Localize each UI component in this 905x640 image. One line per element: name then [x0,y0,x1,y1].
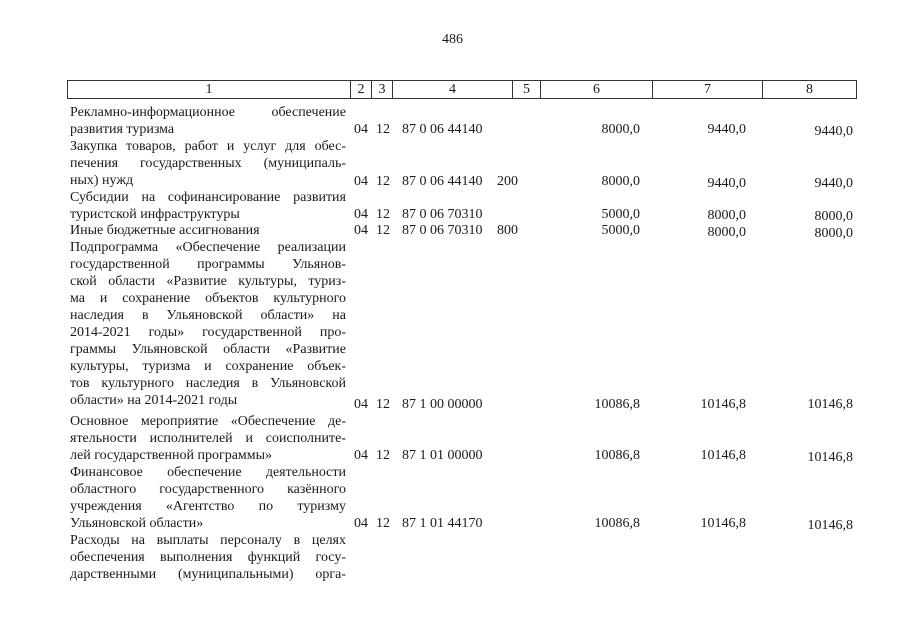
cell-section: 04 [354,448,368,463]
cell-subsection: 12 [376,516,390,531]
cell-section: 04 [354,516,368,531]
cell-value-7: 10146,8 [700,448,746,463]
table-row-description: Закупка товаров, работ и услуг для обес- печения государственных (муниципаль- ных) нужд [70,139,346,188]
cell-value-8: 10146,8 [807,450,853,465]
cell-code: 87 0 06 70310 [402,223,483,238]
cell-subsection: 12 [376,122,390,137]
cell-section: 04 [354,207,368,222]
cell-value-7: 8000,0 [707,208,746,223]
cell-value-8: 10146,8 [807,397,853,412]
cell-value-6: 5000,0 [601,223,640,238]
cell-value-6: 5000,0 [601,207,640,222]
cell-value-8: 8000,0 [814,209,853,224]
cell-value-7: 9440,0 [707,176,746,191]
table-row-description: Основное мероприятие «Обеспечение де- ятельности исполнителей и соисполните- лей государственной программы» [70,414,346,463]
cell-section: 04 [354,122,368,137]
cell-value-7: 10146,8 [700,516,746,531]
table-row-description: Рекламно-информационное обеспечение развития туризма [70,105,346,137]
cell-section: 04 [354,397,368,412]
cell-section: 04 [354,174,368,189]
cell-value-7: 10146,8 [700,397,746,412]
cell-subsection: 12 [376,397,390,412]
table-row-description: Финансовое обеспечение деятельности областного государственного казённого учреждения «Агентство по туризму Ульяновской области» [70,465,346,531]
cell-value-7: 8000,0 [707,225,746,240]
page-number: 486 [442,32,463,47]
table-row-description: Расходы на выплаты персоналу в целях обеспечения выполнения функций госу- дарственными (муниципальными) орга- [70,533,346,582]
cell-value-7: 9440,0 [707,122,746,137]
cell-value-8: 9440,0 [814,124,853,139]
cell-code: 87 1 01 44170 [402,516,483,531]
cell-type: 200 [497,174,518,189]
table-row-description: Подпрограмма «Обеспечение реализации государственной программы Ульянов- ской области «Развитие культуры, туриз- ма и сохранение объектов культурного наследия в Ульяновской области» на 2014-2021 годы» государственной про- граммы Ульяновской области «Развитие культуры, туризма и сохранение объек- тов культурного наследия в Ульяновской области» на 2014-2021 годы [70,240,346,408]
cell-value-6: 10086,8 [594,448,640,463]
table-header [67,80,857,99]
header-col-4: 4 [392,81,512,98]
cell-subsection: 12 [376,223,390,238]
cell-code: 87 0 06 44140 [402,122,483,137]
cell-section: 04 [354,223,368,238]
cell-type: 800 [497,223,518,238]
header-col-5: 5 [512,81,540,98]
header-col-8: 8 [762,81,856,98]
cell-value-6: 10086,8 [594,397,640,412]
cell-code: 87 1 00 00000 [402,397,483,412]
cell-value-8: 9440,0 [814,176,853,191]
cell-subsection: 12 [376,207,390,222]
cell-subsection: 12 [376,448,390,463]
table-row-description: Иные бюджетные ассигнования [70,223,260,238]
header-col-6: 6 [540,81,652,98]
header-col-7: 7 [652,81,762,98]
cell-value-6: 10086,8 [594,516,640,531]
cell-value-8: 10146,8 [807,518,853,533]
cell-value-6: 8000,0 [601,122,640,137]
cell-code: 87 0 06 70310 [402,207,483,222]
header-col-1: 1 [205,82,213,97]
cell-value-8: 8000,0 [814,226,853,241]
cell-value-6: 8000,0 [601,174,640,189]
cell-code: 87 0 06 44140 [402,174,483,189]
table-row-description: Субсидии на софинансирование развития туристской инфраструктуры [70,190,346,222]
header-col-2: 2 [350,81,371,98]
cell-code: 87 1 01 00000 [402,448,483,463]
header-col-3: 3 [371,81,392,98]
cell-subsection: 12 [376,174,390,189]
